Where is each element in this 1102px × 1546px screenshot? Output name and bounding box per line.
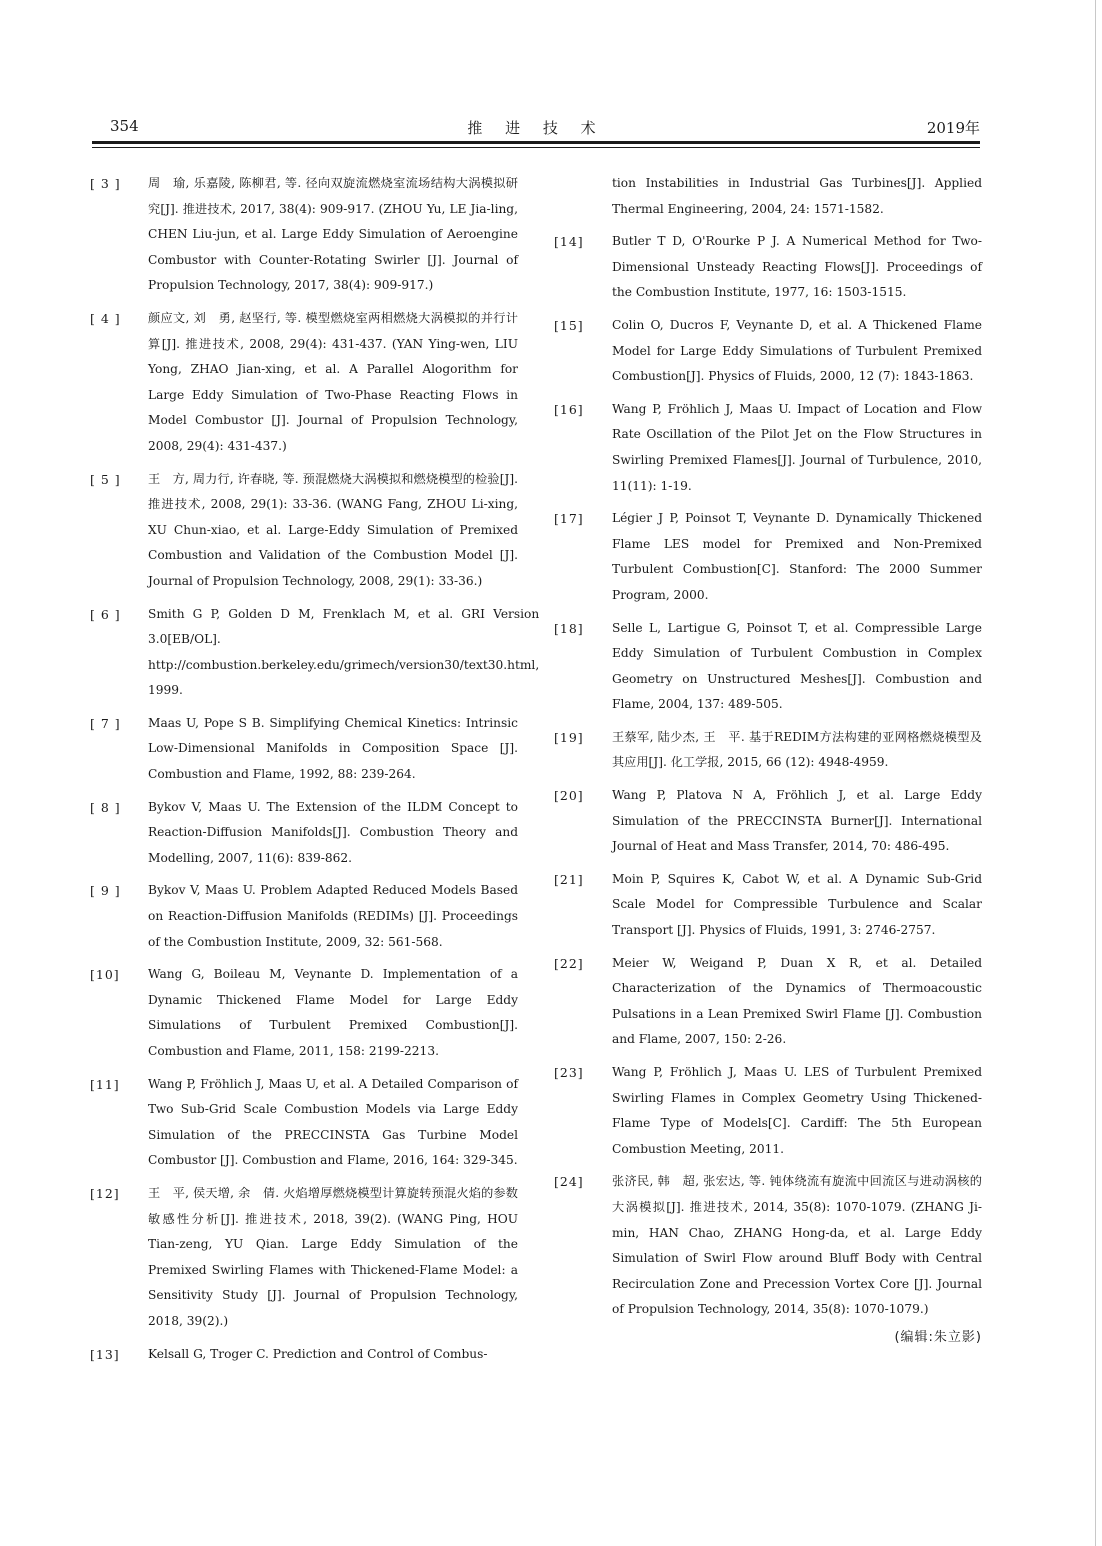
reference-text: Wang P, Platova N A, Fröhlich J, et al. Large Eddy Simulation of the PRECCINSTA Burner[J]. International Journal of Heat and Mass Transfer, 2014, 70: 486-495. (612, 788, 982, 854)
reference-item (554, 313, 982, 390)
reference-text: Bykov V, Maas U. Problem Adapted Reduced Models Based on Reaction-Diffusion Manifolds (REDIMs) [J]. Proceedings of the Combustion Institute, 2009, 32: 561-568. (148, 883, 518, 949)
reference-text: Moin P, Squires K, Cabot W, et al. A Dynamic Sub-Grid Scale Model for Compressible Turbulence and Scalar Transport [J]. Physics of Fluids, 1991, 3: 2746-2757. (612, 871, 982, 938)
reference-text: Kelsall G, Troger C. Prediction and Control of Combus- (148, 1346, 488, 1361)
reference-text: Wang P, Fröhlich J, Maas U. Impact of Location and Flow Rate Oscillation of the Pilot Jet on the Flow Structures in Swirling Premixed Flames[J]. Journal of Turbulence, 2010, 11(11): 1-19. (612, 401, 982, 493)
reference-text: 王 方, 周力行, 许春晓, 等. 预混燃烧大涡模拟和燃烧模型的检验[J]. 推进技术, 2008, 29(1): 33-36. (WANG Fang, ZHOU Li-xing, XU Chun-xiao, et al. Large-Eddy Simulation of Premixed Combustion and Validation of the Combustion Model [J]. Journal of Propulsion Technology, 2008, 29(1): 33-36.) (148, 471, 518, 588)
reference-text: 王蔡军, 陆少杰, 王 平. 基于REDIM方法构建的亚网格燃烧模型及其应用[J]. 化工学报, 2015, 66 (12): 4948-4959. (612, 729, 982, 770)
running-header (92, 117, 980, 141)
header-rule-thin (92, 147, 980, 148)
reference-number: [20] (554, 788, 584, 804)
reference-number: [22] (554, 955, 584, 971)
reference-text: 周 瑜, 乐嘉陵, 陈柳君, 等. 径向双旋流燃烧室流场结构大涡模拟研究[J]. 推进技术, 2017, 38(4): 909-917. (ZHOU Yu, LE Jia-ling, CHEN Liu-jun, et al. Large Eddy Simulation of Aeroengine Combustor with Counter-Rotating Swirler [J]. Journal of Propulsion Technology, 2017, 38(4): 909-917.) (148, 176, 518, 293)
reference-item (90, 711, 518, 788)
reference-number: [ 8 ] (90, 799, 121, 815)
reference-number: [15] (554, 317, 584, 333)
reference-text: Smith G P, Golden D M, Frenklach M, et al. GRI Version 3.0[EB/OL]. http://combustion.berkeley.edu/grimech/version30/text30.html, 1999. (148, 606, 540, 698)
reference-text: Butler T D, O'Rourke P J. A Numerical Method for Two-Dimensional Unsteady Reacting Flows[J]. Proceedings of the Combustion Institute, 1977, 16: 1503-1515. (612, 234, 982, 300)
reference-text: tion Instabilities in Industrial Gas Turbines[J]. Applied Thermal Engineering, 2004, 24: 1571-1582. (612, 176, 982, 216)
reference-number: [ 3 ] (90, 176, 121, 191)
reference-number: [17] (554, 511, 584, 527)
reference-column-right (554, 171, 982, 1350)
reference-text: 王 平, 侯天增, 余 倩. 火焰增厚燃烧模型计算旋转预混火焰的参数敏感性分析[J]. 推进技术, 2018, 39(2). (WANG Ping, HOU Tian-zeng, YU Qian. Large Eddy Simulation of the Premixed Swirling Flames with Thickened-Flame Model: a Sensitivity Study [J]. Journal of Propulsion Technology, 2018, 39(2).) (148, 1185, 518, 1328)
reference-number: [19] (554, 729, 584, 745)
reference-item (554, 397, 982, 499)
reference-item (554, 725, 982, 776)
reference-number: [11] (90, 1076, 120, 1092)
reference-number: [ 7 ] (90, 715, 121, 731)
reference-number: [13] (90, 1346, 120, 1362)
reference-item (554, 783, 982, 860)
reference-item (90, 1342, 518, 1368)
reference-item (90, 795, 518, 872)
reference-item (90, 171, 518, 299)
reference-number: [ 6 ] (90, 606, 121, 622)
reference-text: Maas U, Pope S B. Simplifying Chemical Kinetics: Intrinsic Low-Dimensional Manifolds in Composition Space [J]. Combustion and Flame, 1992, 88: 239-264. (148, 715, 518, 782)
reference-item (90, 1181, 518, 1335)
reference-number: [ 5 ] (90, 471, 121, 487)
reference-text: 颜应文, 刘 勇, 赵坚行, 等. 模型燃烧室两相燃烧大涡模拟的并行计算[J]. 推进技术, 2008, 29(4): 431-437. (YAN Ying-wen, LIU Yong, ZHAO Jian-xing, et al. A Parallel Alogorithm for Large Eddy Simulation of Two-Phase Reacting Flows in Model Combustor [J]. Journal of Propulsion Technology, 2008, 29(4): 431-437.) (148, 310, 518, 453)
reference-number: [12] (90, 1185, 120, 1201)
reference-text: Meier W, Weigand P, Duan X R, et al. Detailed Characterization of the Dynamics of Thermoacoustic Pulsations in a Lean Premixed Swirl Flame [J]. Combustion and Flame, 2007, 150: 2-26. (612, 955, 982, 1047)
reference-item (554, 229, 982, 306)
reference-item (554, 1169, 982, 1323)
reference-item (90, 306, 518, 460)
reference-number: [ 9 ] (90, 883, 121, 899)
reference-item (90, 467, 518, 595)
reference-column-left (90, 171, 540, 1374)
reference-item (90, 1072, 518, 1174)
issue-year: 2019年 (926, 119, 980, 137)
reference-item (554, 951, 982, 1053)
reference-item (90, 602, 540, 704)
reference-text: Légier J P, Poinsot T, Veynante D. Dynamically Thickened Flame LES model for Premixed and Non-Premixed Turbulent Combustion[C]. Stanford: The 2000 Summer Program, 2000. (612, 511, 982, 602)
reference-number: [14] (554, 234, 584, 250)
reference-item (554, 616, 982, 718)
reference-number: [18] (554, 620, 584, 636)
reference-text: Colin O, Ducros F, Veynante D, et al. A Thickened Flame Model for Large Eddy Simulations of Turbulent Premixed Combustion[J]. Physics of Fluids, 2000, 12 (7): 1843-1863. (612, 317, 982, 384)
reference-number: [10] (90, 967, 120, 983)
reference-number: [ 4 ] (90, 310, 121, 326)
journal-name: 推 进 技 术 (467, 119, 605, 137)
reference-text: 张济民, 韩 超, 张宏达, 等. 钝体绕流有旋流中回流区与进动涡核的大涡模拟[J]. 推进技术, 2014, 35(8): 1070-1079. (ZHANG Ji-min, HAN Chao, ZHANG Hong-da, et al. Large Eddy Simulation of Swirl Flow around Bluff Body with Central Recirculation Zone and Precession Vortex Core [J]. Journal of Propulsion Technology, 2014, 35(8): 1070-1079.) (612, 1174, 982, 1317)
reference-number: [24] (554, 1174, 584, 1190)
editor-note: (编辑:朱立影) (894, 1329, 982, 1345)
reference-item (554, 1060, 982, 1162)
reference-item (554, 506, 982, 608)
reference-text: Wang P, Fröhlich J, Maas U, et al. A Detailed Comparison of Two Sub-Grid Scale Combustion Models via Large Eddy Simulation of the PRECCINSTA Gas Turbine Model Combustor [J]. Combustion and Flame, 2016, 164: 329-345. (148, 1076, 518, 1168)
reference-text: Wang P, Fröhlich J, Maas U. LES of Turbulent Premixed Swirling Flames in Complex Geometry Using Thickened-Flame Type of Models[C]. Cardiff: The 5th European Combustion Meeting, 2011. (612, 1065, 982, 1156)
reference-number: [21] (554, 871, 584, 887)
reference-item (90, 962, 518, 1064)
reference-continuation (554, 171, 982, 222)
reference-number: [16] (554, 401, 584, 417)
reference-number: [23] (554, 1065, 584, 1080)
reference-text: Selle L, Lartigue G, Poinsot T, et al. Compressible Large Eddy Simulation of Turbulent Combustion in Complex Geometry on Unstructured Meshes[J]. Combustion and Flame, 2004, 137: 489-505. (612, 620, 982, 712)
reference-item (554, 867, 982, 944)
header-rule-thick (92, 141, 980, 144)
page-number: 354 (110, 117, 139, 135)
reference-text: Wang G, Boileau M, Veynante D. Implementation of a Dynamic Thickened Flame Model for Large Eddy Simulations of Turbulent Premixed Combustion[J]. Combustion and Flame, 2011, 158: 2199-2213. (148, 967, 518, 1058)
reference-text: Bykov V, Maas U. The Extension of the ILDM Concept to Reaction-Diffusion Manifolds[J]. Combustion Theory and Modelling, 2007, 11(6): 839-862. (148, 799, 518, 865)
reference-item (90, 878, 518, 955)
page-edge-line (1095, 0, 1096, 1546)
